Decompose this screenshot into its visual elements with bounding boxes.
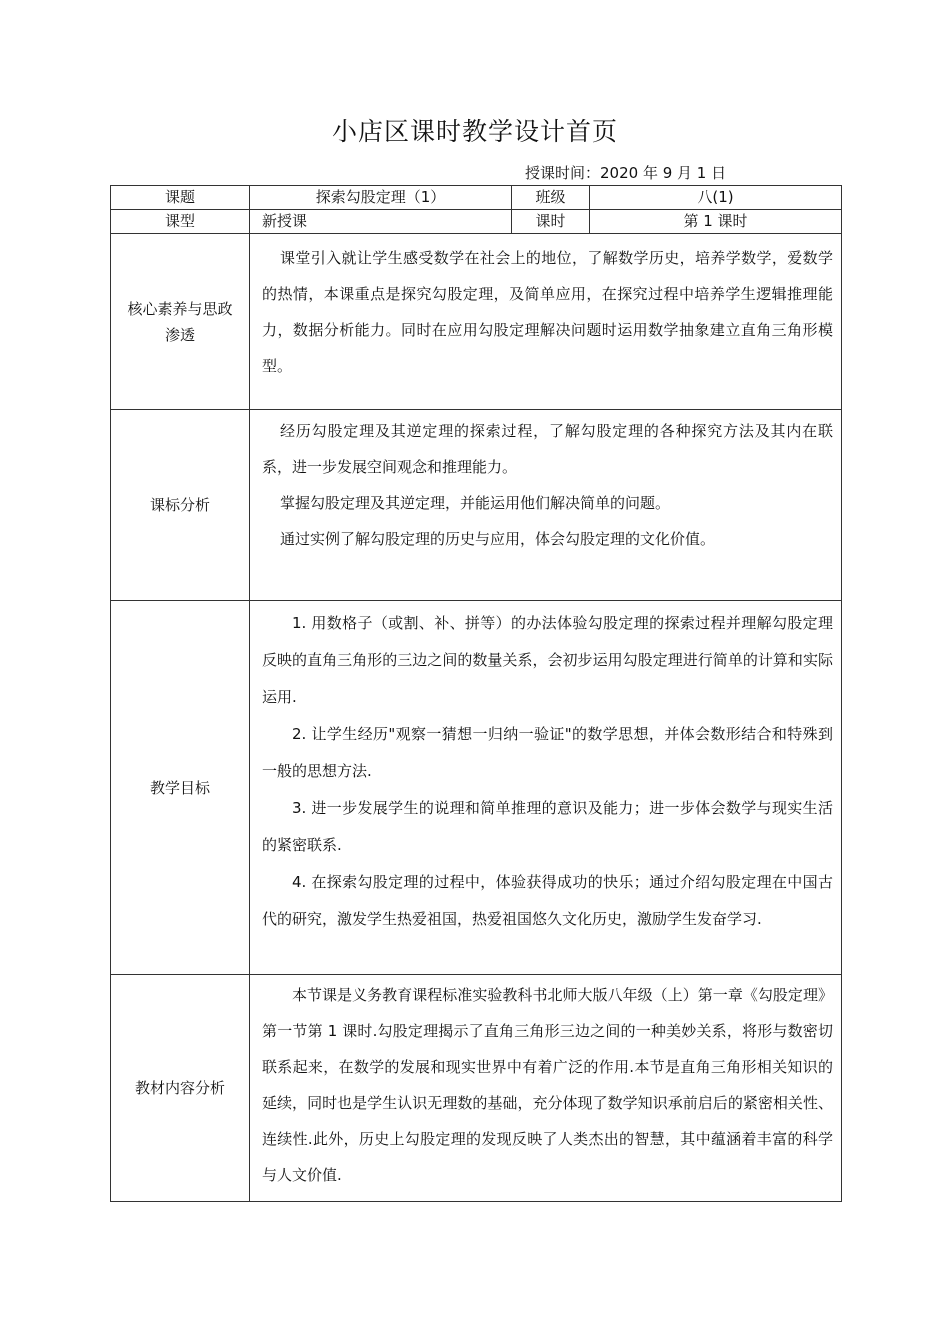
standard-paragraph: 通过实例了解勾股定理的历史与应用，体会勾股定理的文化价值。 [280,530,716,548]
goal-item: 2. 让学生经历"观察一猜想一归纳一验证"的数学思想，并体会数形结合和特殊到一般的思想方法. [262,725,833,780]
teaching-goals-label: 教学目标 [111,601,250,975]
topic-label: 课题 [111,186,250,210]
material-paragraph: 本节课是义务教育课程标准实验教科书北师大版八年级（上）第一章《勾股定理》第一节第 1 课时.勾股定理揭示了直角三角形三边之间的一种美妙关系，将形与数密切联系起来，在数学的发展和现实世界中有着广泛的作用.本节是直角三角形相关知识的延续，同时也是学生认识无理数的基础，充分体现了数学知识承前启后的紧密相关性、连续性.此外，历史上勾股定理的发现反映了人类杰出的智慧，其中蕴涵着丰富的科学与人文价值. [262,986,833,1184]
type-label: 课型 [111,210,250,234]
standard-paragraph: 掌握勾股定理及其逆定理，并能运用他们解决简单的问题。 [280,494,671,512]
table-row-material [111,975,842,1202]
core-literacy-content [250,234,842,410]
goal-item: 1. 用数格子（或割、补、拼等）的办法体验勾股定理的探索过程并理解勾股定理反映的直角三角形的三边之间的数量关系，会初步运用勾股定理进行简单的计算和实际运用. [262,614,833,706]
goal-item: 4. 在探索勾股定理的过程中，体验获得成功的快乐；通过介绍勾股定理在中国古代的研究，激发学生热爱祖国，热爱祖国悠久文化历史，激励学生发奋学习. [262,873,833,928]
core-paragraph: 课堂引入就让学生感受数学在社会上的地位，了解数学历史，培养学数学，爱数学的热情，本课重点是探究勾股定理，及简单应用，在探究过程中培养学生逻辑推理能力，数据分析能力。同时在应用勾股定理解决问题时运用数学抽象建立直角三角形模型。 [262,249,833,375]
class-label: 班级 [512,186,590,210]
topic-value: 探索勾股定理（1） [250,186,512,210]
lesson-date: 授课时间：2020 年 9 月 1 日 [525,164,727,182]
period-value: 第 1 课时 [590,210,842,234]
table-row-topic [111,186,842,210]
standard-paragraph: 经历勾股定理及其逆定理的探索过程，了解勾股定理的各种探究方法及其内在联系，进一步发展空间观念和推理能力。 [262,422,833,476]
page-title: 小店区课时教学设计首页 [331,117,618,146]
table-row-core [111,234,842,410]
type-value: 新授课 [250,210,512,234]
teaching-goals-content [250,601,842,975]
period-label: 课时 [512,210,590,234]
core-literacy-label-text: 核心素养与思政渗透 [127,299,233,344]
material-analysis-content [250,975,842,1202]
core-literacy-label [111,234,250,410]
lesson-design-table [110,185,842,1202]
standard-analysis-label: 课标分析 [111,410,250,601]
material-analysis-label: 教材内容分析 [111,975,250,1202]
standard-analysis-content [250,410,842,601]
table-row-type [111,210,842,234]
table-row-standard [111,410,842,601]
table-row-goals [111,601,842,975]
class-value: 八(1) [590,186,842,210]
goal-item: 3. 进一步发展学生的说理和简单推理的意识及能力；进一步体会数学与现实生活的紧密联系. [262,799,833,854]
